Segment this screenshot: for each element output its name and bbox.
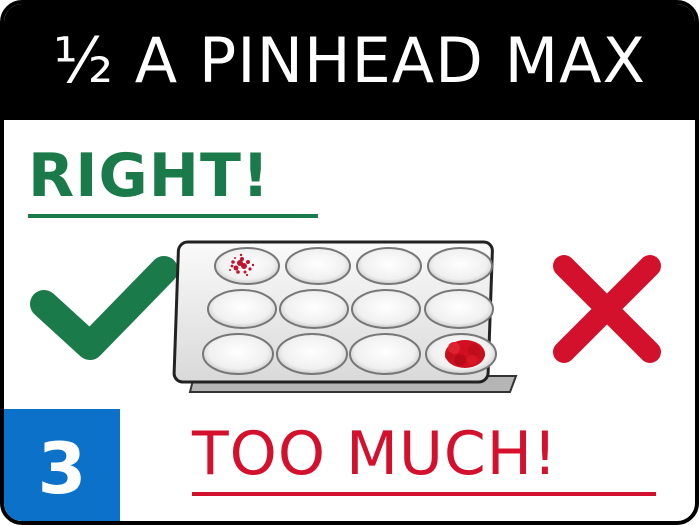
palette-well bbox=[357, 248, 421, 284]
palette-well bbox=[286, 248, 350, 284]
too-much-underline bbox=[192, 492, 656, 496]
step-number-badge: 3 bbox=[4, 409, 120, 525]
page-title: ½ A PINHEAD MAX bbox=[52, 24, 646, 97]
palette-well bbox=[350, 334, 420, 374]
palette-well bbox=[203, 334, 273, 374]
palette-well bbox=[428, 248, 492, 284]
palette-well bbox=[425, 290, 493, 328]
right-label: RIGHT! bbox=[28, 141, 271, 211]
palette-well bbox=[280, 290, 348, 328]
too-much-label: TOO MUCH! bbox=[192, 419, 558, 489]
palette-well bbox=[208, 290, 276, 328]
palette-well bbox=[277, 334, 347, 374]
palette-well bbox=[352, 290, 420, 328]
large-paint-blob bbox=[445, 340, 485, 368]
